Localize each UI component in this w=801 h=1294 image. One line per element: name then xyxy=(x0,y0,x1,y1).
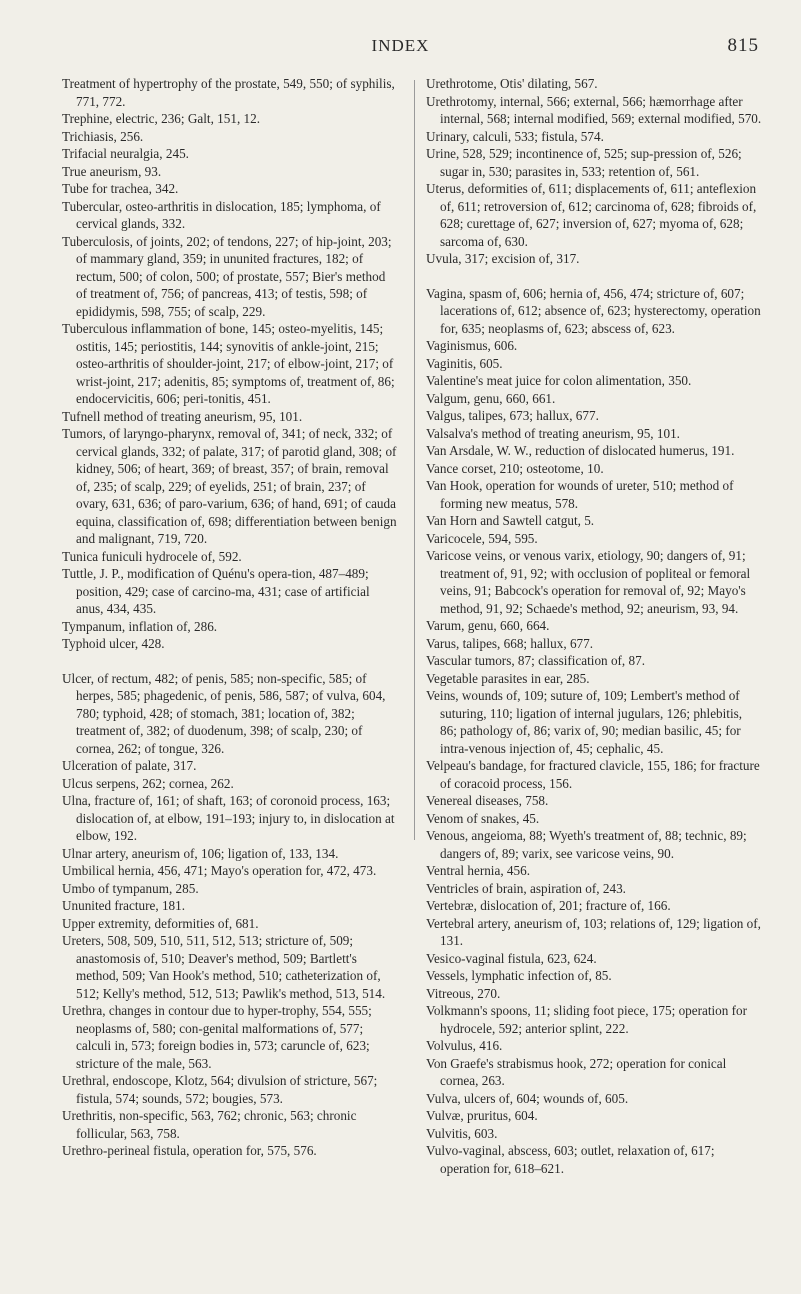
index-column-right xyxy=(426,75,762,1177)
index-entry: Tunica funiculi hydrocele of, 592. xyxy=(62,548,242,564)
index-entry: Urethra, changes in contour due to hyper-trophy, 554, 555; neoplasms of, 580; con-genital malformations of, 577; calculi in, 573; foreign bodies in, 573; caruncle of, 623; stricture of the male, 563. xyxy=(62,1003,372,1071)
index-entry: Uterus, deformities of, 611; displacements of, 611; anteflexion of, 611; retroversion of, 612; carcinoma of, 628; fibroids of, 628; curettage of, 627; inversion of, 627; myoma of, 628; sarcoma of, 630. xyxy=(426,181,757,249)
index-entry: Trephine, electric, 236; Galt, 151, 12. xyxy=(62,111,261,126)
index-entry: Urethrotome, Otis' dilating, 567. xyxy=(426,76,598,91)
index-entry: Varus, talipes, 668; hallux, 677. xyxy=(426,635,594,651)
index-entry: Upper extremity, deformities of, 681. xyxy=(62,915,259,931)
index-entry: Urethrotomy, internal, 566; external, 566; hæmorrhage after internal, 568; internal modified, 569; external modified, 570. xyxy=(426,93,762,126)
index-entry: Urinary, calculi, 533; fistula, 574. xyxy=(426,128,604,144)
index-entry: Ulceration of palate, 317. xyxy=(62,758,197,773)
index-entry: Ureters, 508, 509, 510, 511, 512, 513; stricture of, 509; anastomosis of, 510; Deaver's method, 509; Bartlett's method, 509; Van Hook's method, 510; catheterization of, 512; Kelly's method, 512, 513; Pawlik's method, 513, 514. xyxy=(62,933,386,1001)
index-entry: Ulcer, of rectum, 482; of penis, 585; non-specific, 585; of herpes, 585; phagedenic, of penis, 586, 587; of vulva, 604, 780; typhoid, 428; of stomach, 381; location of, 382; treatment of, 382; of duodenum, 398; of scalp, 230; of cornea, 262; of tongue, 326. xyxy=(62,670,386,756)
index-entry: Varicose veins, or venous varix, etiology, 90; dangers of, 91; treatment of, 91, 92; with occlusion of popliteal or femoral veins, 91; Babcock's operation for removal of, 92; Mayo's method, 91, 92; Schaede's method, 92; aneurism, 93, 94. xyxy=(426,548,751,616)
index-entry: Vulvitis, 603. xyxy=(426,1125,498,1141)
index-entry: Valentine's meat juice for colon alimentation, 350. xyxy=(426,373,692,388)
index-entry: Trifacial neuralgia, 245. xyxy=(62,146,189,161)
index-entry: Treatment of hypertrophy of the prostate, 549, 550; of syphilis, 771, 772. xyxy=(62,76,395,109)
index-column-left xyxy=(62,75,398,1160)
index-entry: Vulva, ulcers of, 604; wounds of, 605. xyxy=(426,1090,629,1106)
index-entry: Vance corset, 210; osteotome, 10. xyxy=(426,460,604,476)
index-entry: Von Graefe's strabismus hook, 272; operation for conical cornea, 263. xyxy=(426,1055,727,1088)
letter-section-gap xyxy=(62,653,398,670)
index-entry: Venom of snakes, 45. xyxy=(426,810,540,826)
index-entry: Uvula, 317; excision of, 317. xyxy=(426,251,580,266)
index-entry: Ulcus serpens, 262; cornea, 262. xyxy=(62,775,234,791)
index-entry: Vulvo-vaginal, abscess, 603; outlet, relaxation of, 617; operation for, 618–621. xyxy=(426,1143,715,1176)
index-entry: Urethral, endoscope, Klotz, 564; divulsion of stricture, 567; fistula, 574; sounds, 572; bougies, 573. xyxy=(62,1073,378,1106)
index-entry: Ulna, fracture of, 161; of shaft, 163; of coronoid process, 163; dislocation of, at elbow, 191–193; injury to, in dislocation at elbow, 192. xyxy=(62,793,395,843)
index-entry: Vagina, spasm of, 606; hernia of, 456, 474; stricture of, 607; lacerations of, 612; absence of, 623; hysterectomy, operation for, 635; neoplasms of, 623; abscess of, 623. xyxy=(426,285,761,336)
index-entry: Urethro-perineal fistula, operation for, 575, 576. xyxy=(62,1143,317,1158)
index-entry: Tuberculous inflammation of bone, 145; osteo-myelitis, 145; ostitis, 145; periostitis, 144; synovitis of ankle-joint, 215; osteo-arthritis of shoulder-joint, 217; of elbow-joint, 217; of wrist-joint, 217; adenitis, 85; symptoms of, treatment of, 86; endocervicitis, 606; peri-tonitis, 451. xyxy=(62,321,395,406)
index-entry: Van Hook, operation for wounds of ureter, 510; method of forming new meatus, 578. xyxy=(426,478,734,511)
index-entry: Vitreous, 270. xyxy=(426,985,501,1001)
index-entry: Vesico-vaginal fistula, 623, 624. xyxy=(426,950,597,966)
index-entry: Venous, angeioma, 88; Wyeth's treatment of, 88; technic, 89; dangers of, 89; varix, see varicose veins, 90. xyxy=(426,828,747,861)
index-entry: Ulnar artery, aneurism of, 106; ligation of, 133, 134. xyxy=(62,845,339,861)
index-entry: Tuttle, J. P., modification of Quénu's opera-tion, 487–489; position, 429; case of carcino-ma, 431; case of artificial anus, 434, 435. xyxy=(62,566,370,616)
index-entry: Venereal diseases, 758. xyxy=(426,793,549,808)
index-entry: Urethritis, non-specific, 563, 762; chronic, 563; chronic follicular, 563, 758. xyxy=(62,1108,357,1141)
index-entry: Umbilical hernia, 456, 471; Mayo's operation for, 472, 473. xyxy=(62,863,377,878)
letter-section-gap xyxy=(426,268,762,285)
index-entry: Tumors, of laryngo-pharynx, removal of, 341; of neck, 332; of cervical glands, 332; of palate, 317; of parotid gland, 308; of kidney, 506; of heart, 369; of breast, 357; of brain, removal of, 235; of scalp, 229; of eyelids, 251; of brain, 237; of ovary, 631, 636; of paro-varium, 636; of hand, 691; of cauda equina, classification of, 698; differentiation between benign and malignant, 719, 720. xyxy=(62,426,397,546)
index-entry: Tufnell method of treating aneurism, 95, 101. xyxy=(62,408,303,424)
index-entry: Tubercular, osteo-arthritis in dislocation, 185; lymphoma, of cervical glands, 332. xyxy=(62,198,381,231)
index-entry: Van Arsdale, W. W., reduction of dislocated humerus, 191. xyxy=(426,443,735,458)
index-entry: Varicocele, 594, 595. xyxy=(426,530,538,546)
index-entry: Vessels, lymphatic infection of, 85. xyxy=(426,968,612,983)
index-entry: Veins, wounds of, 109; suture of, 109; Lembert's method of suturing, 110; ligation of internal jugulars, 126; phlebitis, 86; pathology of, 86; varix of, 90; median basilic, 45; for intra-venous injection of, 45; cephalic, 45. xyxy=(426,688,743,756)
index-entry: Varum, genu, 660, 664. xyxy=(426,618,550,633)
index-entry: Valgum, genu, 660, 661. xyxy=(426,390,556,406)
index-entry: Tuberculosis, of joints, 202; of tendons, 227; of hip-joint, 203; of mammary gland, 359; in ununited fractures, 182; of rectum, 500; of colon, 500; of prostate, 557; Bier's method of treatment of, 756; of pancreas, 413; of testis, 598; of epididymis, 598, 755; of scalp, 229. xyxy=(62,233,392,319)
index-entry: Vaginismus, 606. xyxy=(426,338,518,353)
index-entry: True aneurism, 93. xyxy=(62,163,162,179)
index-entry: Umbo of tympanum, 285. xyxy=(62,880,199,896)
index-entry: Volvulus, 416. xyxy=(426,1038,503,1053)
column-divider xyxy=(414,80,415,840)
index-entry: Vascular tumors, 87; classification of, 87. xyxy=(426,653,646,668)
index-entry: Ventral hernia, 456. xyxy=(426,863,530,878)
page-title: INDEX xyxy=(371,36,430,55)
index-entry: Vulvæ, pruritus, 604. xyxy=(426,1108,538,1123)
index-entry: Volkmann's spoons, 11; sliding foot piece, 175; operation for hydrocele, 592; anterior splint, 222. xyxy=(426,1003,748,1036)
page-header xyxy=(0,36,801,60)
page-number: 815 xyxy=(727,35,759,56)
index-entry: Ventricles of brain, aspiration of, 243. xyxy=(426,880,626,896)
index-entry: Trichiasis, 256. xyxy=(62,128,144,144)
index-entry: Valgus, talipes, 673; hallux, 677. xyxy=(426,408,599,423)
index-entry: Tympanum, inflation of, 286. xyxy=(62,618,218,634)
index-entry: Typhoid ulcer, 428. xyxy=(62,636,165,651)
index-entry: Tube for trachea, 342. xyxy=(62,181,179,196)
index-entry: Van Horn and Sawtell catgut, 5. xyxy=(426,513,595,528)
index-entry: Velpeau's bandage, for fractured clavicle, 155, 186; for fracture of coracoid process, 156. xyxy=(426,758,760,791)
index-entry: Vertebral artery, aneurism of, 103; relations of, 129; ligation of, 131. xyxy=(426,915,761,948)
index-entry: Urine, 528, 529; incontinence of, 525; sup-pression of, 526; sugar in, 530; parasites in, 533; retention of, 561. xyxy=(426,146,742,179)
index-entry: Ununited fracture, 181. xyxy=(62,898,186,913)
index-entry: Valsalva's method of treating aneurism, 95, 101. xyxy=(426,425,680,441)
index-entry: Vertebræ, dislocation of, 201; fracture of, 166. xyxy=(426,898,671,913)
index-entry: Vaginitis, 605. xyxy=(426,355,503,371)
index-entry: Vegetable parasites in ear, 285. xyxy=(426,670,590,686)
